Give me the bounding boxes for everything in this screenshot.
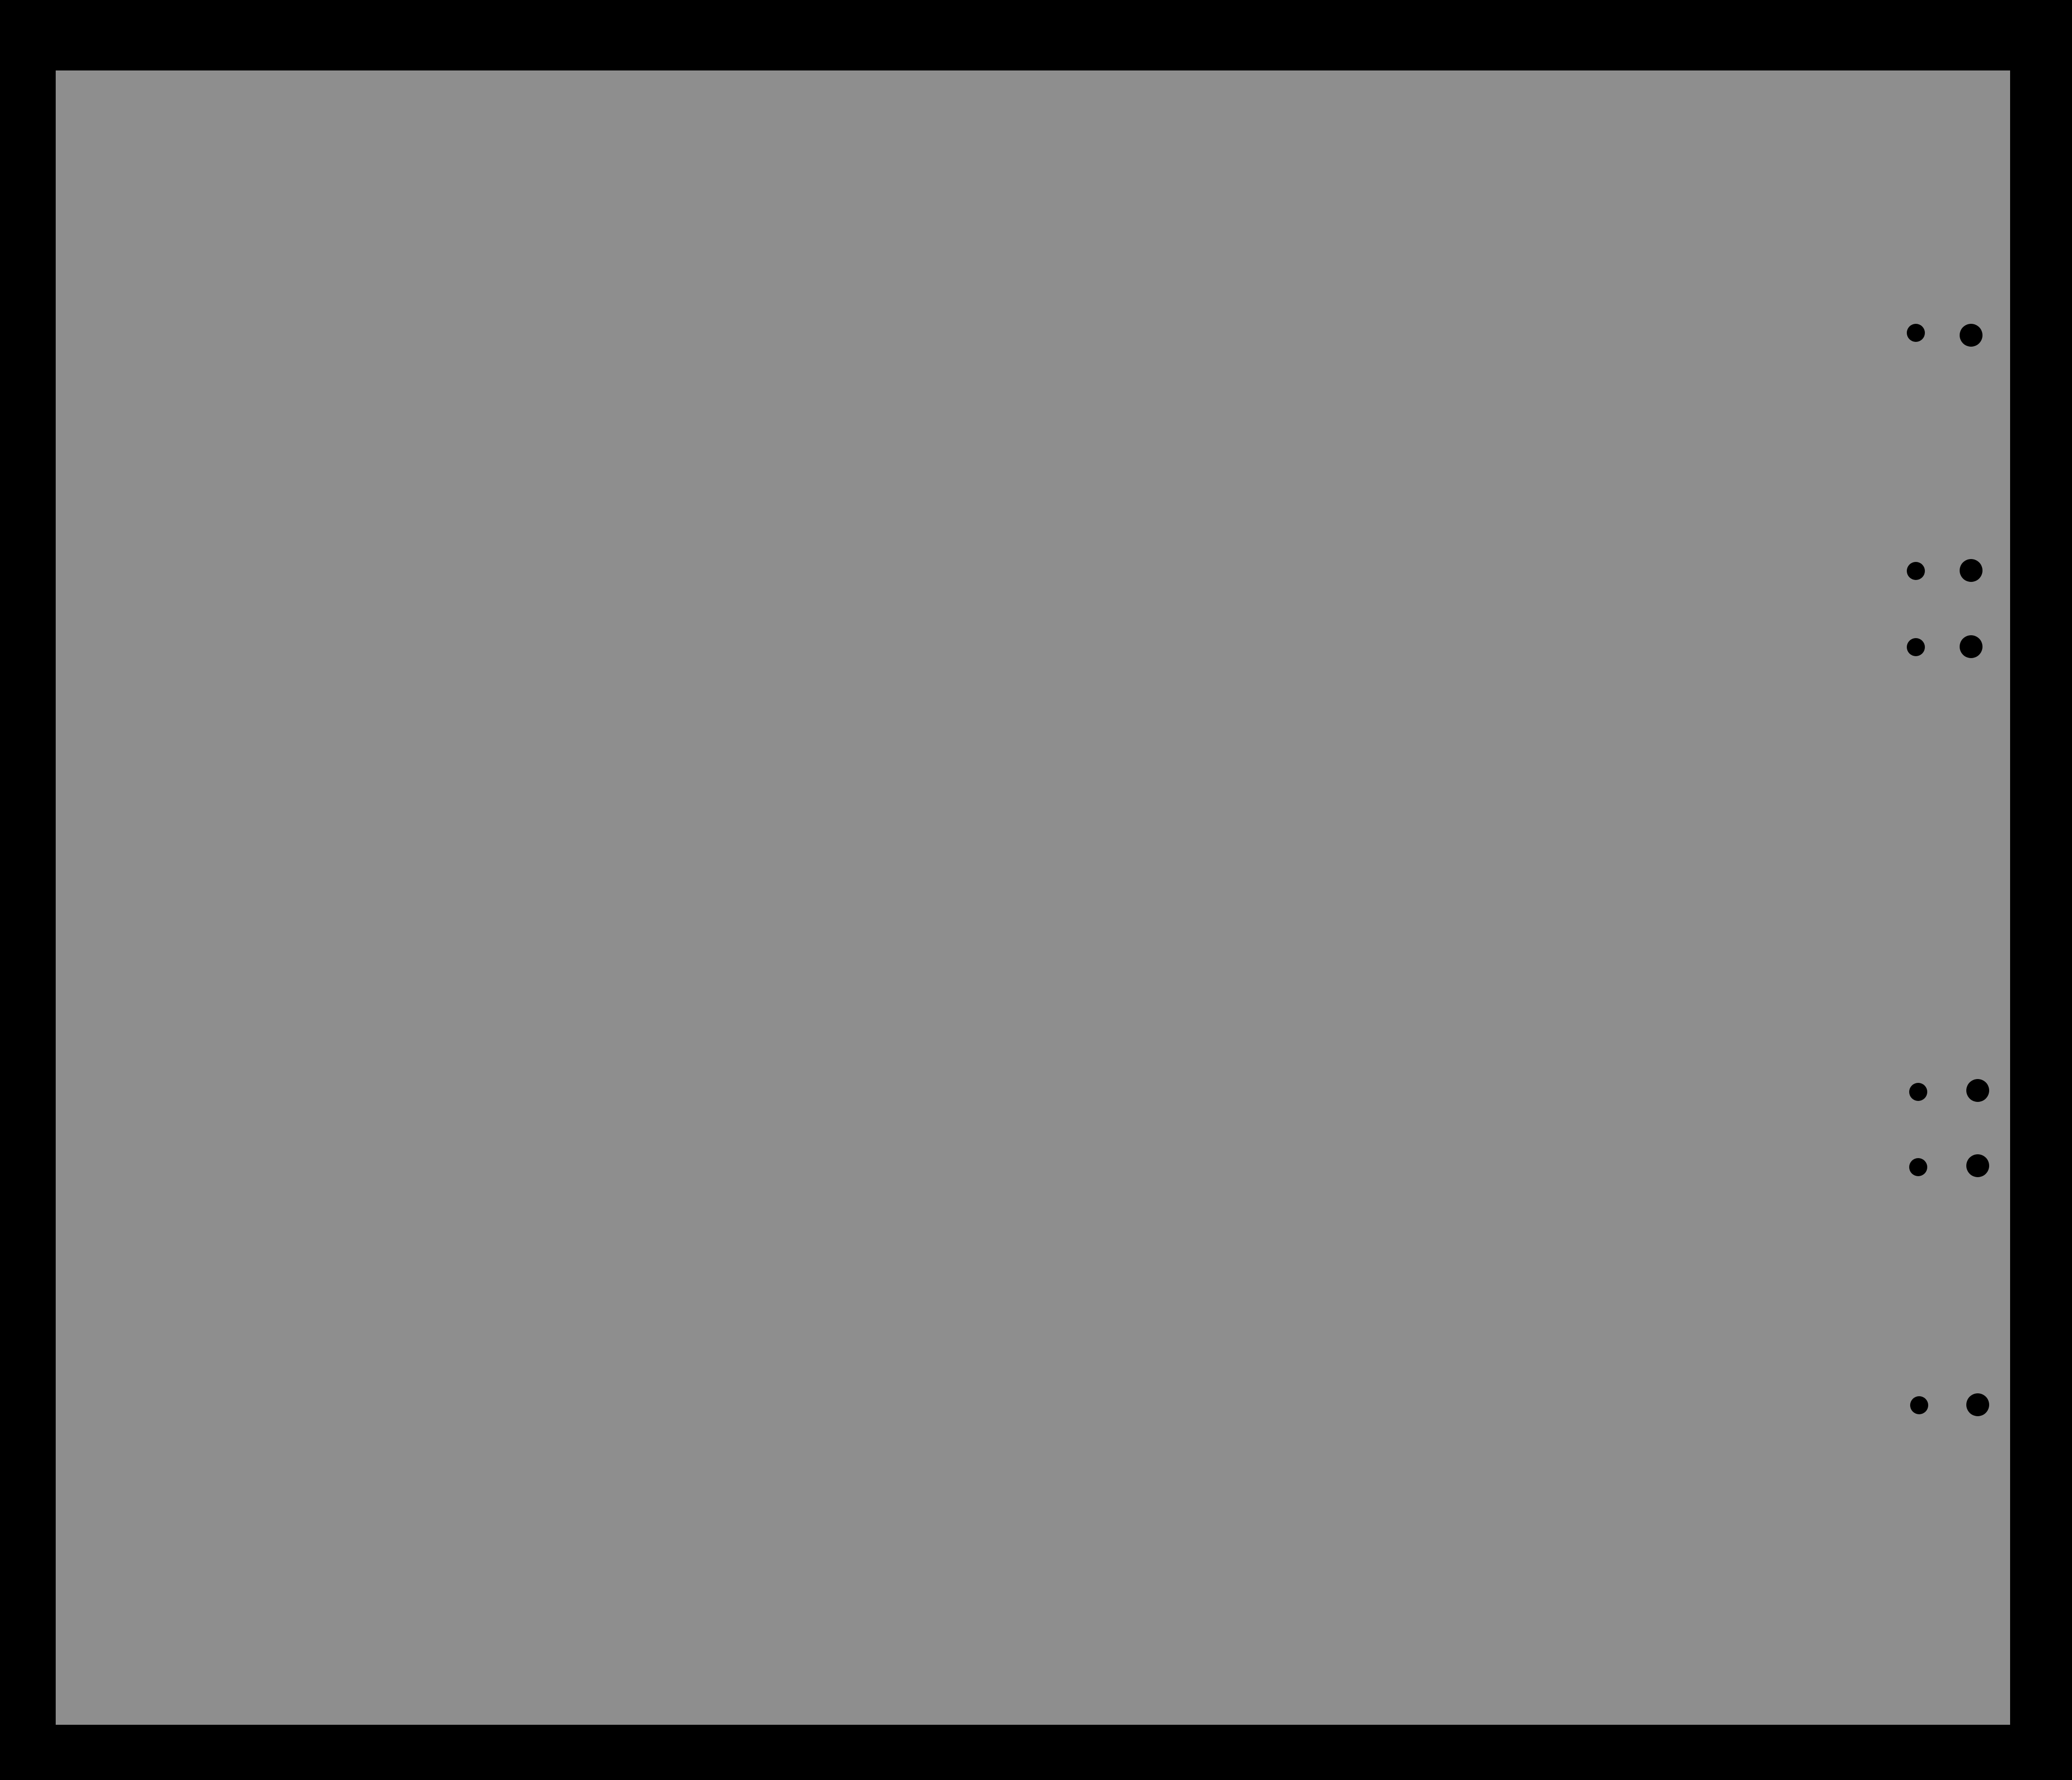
punch-hole xyxy=(1966,1393,1989,1416)
punch-hole xyxy=(1909,1083,1927,1101)
punch-hole xyxy=(1960,559,1982,582)
punch-hole xyxy=(1907,324,1925,342)
punch-hole xyxy=(1910,1396,1928,1414)
punch-hole xyxy=(1960,324,1982,347)
punch-hole xyxy=(1966,1154,1989,1177)
punch-hole xyxy=(1966,1079,1989,1102)
punch-hole xyxy=(1909,1158,1927,1176)
manifest-sheet xyxy=(56,70,2010,1725)
punch-hole xyxy=(1960,635,1982,658)
punch-hole xyxy=(1907,638,1925,656)
punch-hole xyxy=(1907,562,1925,580)
